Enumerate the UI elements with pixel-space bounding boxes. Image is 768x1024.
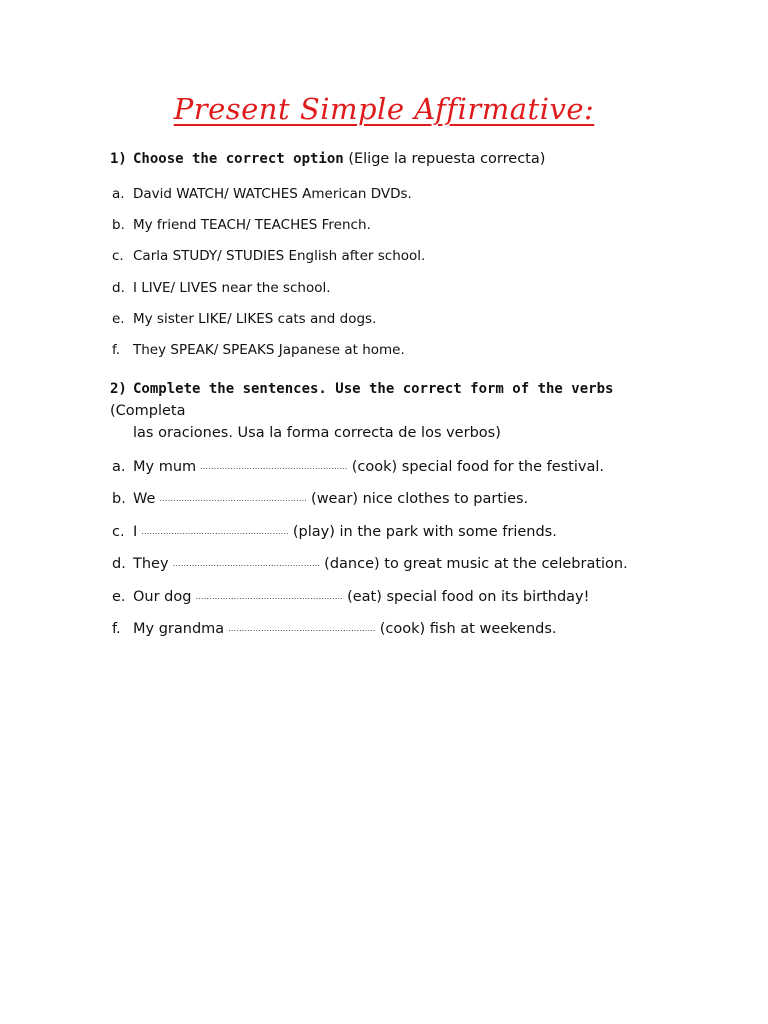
item-letter: e.	[112, 310, 125, 327]
item-letter: c.	[112, 248, 124, 265]
item-after: (eat) special food on its birthday!	[347, 588, 590, 605]
heading-bold-text: Complete the sentences. Use the correct form of the verbs	[133, 381, 614, 397]
section-choose-option	[110, 148, 670, 370]
item-letter: f.	[112, 620, 121, 637]
item-letter: d.	[112, 556, 126, 573]
item-letter: b.	[112, 491, 126, 508]
list-item	[110, 277, 670, 308]
heading-note: (Elige la repuesta correcta)	[348, 151, 546, 167]
item-letter: a.	[112, 459, 126, 475]
item-after: (dance) to great music at the celebration.	[324, 556, 628, 573]
page-title: Present Simple Affirmative:	[173, 92, 595, 126]
item-letter: c.	[112, 523, 125, 540]
item-before: My mum	[133, 459, 197, 475]
item-after: (wear) nice clothes to parties.	[311, 491, 529, 508]
section-number: 1)	[110, 151, 127, 167]
exercise-list	[110, 183, 670, 370]
item-after: (play) in the park with some friends.	[292, 523, 557, 540]
answer-blank[interactable]: ………………………………………………	[141, 526, 289, 536]
section-heading	[110, 148, 670, 170]
item-after: (cook) fish at weekends.	[379, 620, 557, 637]
answer-blank[interactable]: ………………………………………………	[159, 494, 308, 504]
item-before: They	[133, 556, 169, 573]
list-item	[110, 245, 670, 276]
item-before: My grandma	[133, 620, 225, 637]
item-letter: e.	[112, 588, 126, 605]
list-item	[110, 488, 670, 520]
item-text: I LIVE/ LIVES near the school.	[133, 279, 331, 296]
heading-note: (Completa	[110, 403, 186, 419]
list-item	[110, 456, 670, 488]
list-item	[110, 586, 670, 618]
item-letter: d.	[112, 279, 125, 296]
item-before: We	[133, 491, 156, 508]
list-item	[110, 521, 670, 553]
heading-note-continued: las oraciones. Usa la forma correcta de los verbos)	[133, 425, 501, 441]
list-item	[110, 618, 670, 650]
answer-blank[interactable]: ………………………………………………	[228, 623, 376, 633]
section-number: 2)	[110, 381, 127, 397]
list-item	[110, 183, 670, 214]
item-after: (cook) special food for the festival.	[351, 459, 604, 475]
section-complete-sentences	[110, 378, 670, 650]
item-text: David WATCH/ WATCHES American DVDs.	[133, 186, 412, 202]
heading-bold-text: Choose the correct option	[133, 151, 344, 167]
answer-blank[interactable]: ………………………………………………	[200, 462, 348, 471]
item-before: Our dog	[133, 588, 192, 605]
item-letter: f.	[112, 341, 121, 358]
item-text: My friend TEACH/ TEACHES French.	[133, 217, 371, 234]
list-item	[110, 553, 670, 585]
item-letter: b.	[112, 217, 125, 234]
item-text: Carla STUDY/ STUDIES English after school.	[133, 248, 426, 265]
answer-blank[interactable]: ………………………………………………	[195, 591, 344, 601]
list-item	[110, 308, 670, 339]
list-item	[110, 214, 670, 245]
answer-blank[interactable]: ………………………………………………	[172, 559, 321, 569]
item-letter: a.	[112, 186, 125, 202]
exercise-list	[110, 456, 670, 650]
item-text: My sister LIKE/ LIKES cats and dogs.	[133, 310, 377, 327]
item-before: I	[133, 523, 138, 540]
list-item	[110, 339, 670, 370]
item-text: They SPEAK/ SPEAKS Japanese at home.	[133, 341, 405, 358]
section-heading	[110, 378, 670, 444]
